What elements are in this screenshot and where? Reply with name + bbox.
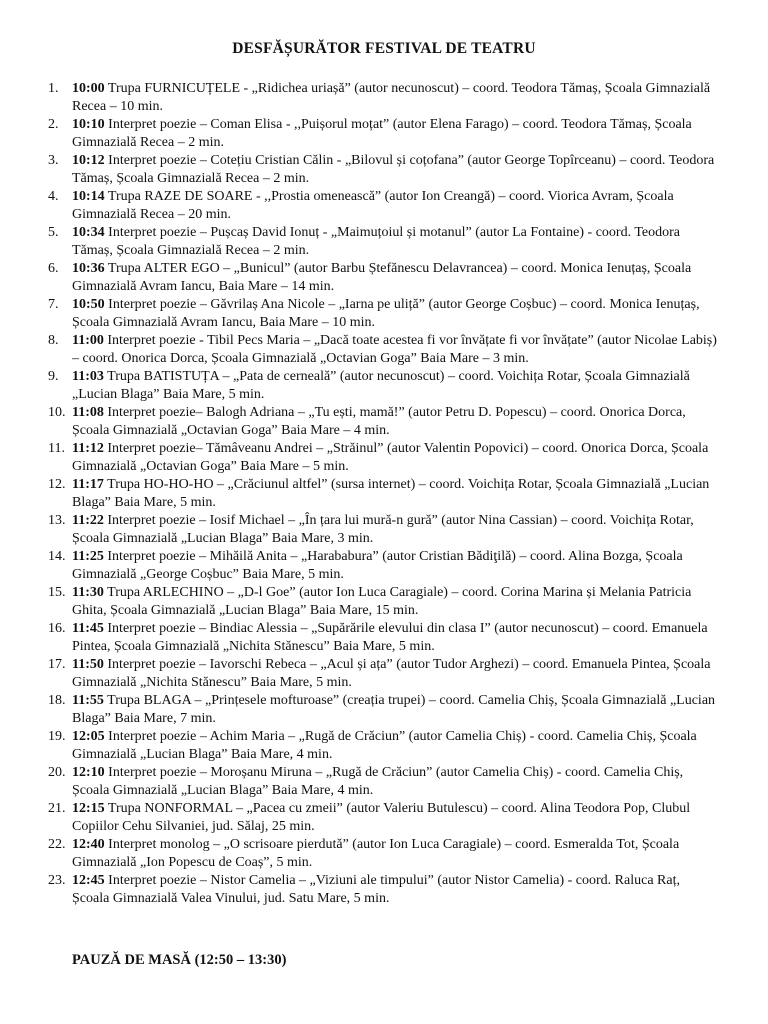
item-text — [72, 728, 720, 764]
item-text — [72, 764, 720, 800]
item-time: 11:30 — [72, 585, 104, 600]
item-number: 5. — [48, 225, 59, 240]
program-item — [20, 296, 720, 332]
item-number: 13. — [48, 513, 66, 528]
item-text — [72, 872, 720, 908]
item-description: Trupa NONFORMAL – „Pacea cu zmeii” (autor Valeriu Butulescu) – coord. Alina Teodora Pop, Clubul Copiilor Cehu Silvaniei, jud. Sălaj, 25 min. — [72, 801, 691, 834]
program-item — [20, 872, 720, 908]
item-description: Interpret poezie – Pușcaș David Ionuț - „Maimuțoiul și motanul” (autor La Fontaine) - coord. Teodora Tămaș, Școala Gimnazială Recea – 2 min. — [72, 225, 680, 258]
item-description: Interpret poezie – Bindiac Alessia – „Supărările elevului din clasa I” (autor necunoscut) – coord. Emanuela Pintea, Școala Gimnazială „Nichita Stănescu” Baia Mare, 5 min. — [72, 621, 708, 654]
item-number: 14. — [48, 549, 66, 564]
item-number: 12. — [48, 477, 66, 492]
item-number: 15. — [48, 585, 66, 600]
program-item — [20, 224, 720, 260]
program-item — [20, 512, 720, 548]
item-time: 12:05 — [72, 729, 105, 744]
item-text — [72, 332, 720, 368]
item-number: 10. — [48, 405, 66, 420]
program-item — [20, 116, 720, 152]
item-time: 12:45 — [72, 873, 105, 888]
item-time: 11:22 — [72, 513, 104, 528]
item-text — [72, 512, 720, 548]
program-item — [20, 656, 720, 692]
item-text — [72, 836, 720, 872]
item-time: 11:03 — [72, 369, 104, 384]
item-text — [72, 620, 720, 656]
item-time: 11:50 — [72, 657, 104, 672]
item-number: 7. — [48, 297, 59, 312]
item-text — [72, 152, 720, 188]
item-time: 10:36 — [72, 261, 105, 276]
item-text — [72, 476, 720, 512]
item-number: 8. — [48, 333, 59, 348]
item-description: Interpret poezie – Nistor Camelia – „Viziuni ale timpului” (autor Nistor Camelia) - coord. Raluca Raț, Școala Gimnazială Valea Vinului, jud. Satu Mare, 5 min. — [72, 873, 680, 906]
item-text — [72, 188, 720, 224]
program-item — [20, 188, 720, 224]
item-description: Trupa BLAGA – „Prințesele mofturoase” (creația trupei) – coord. Camelia Chiș, Școala Gimnazială „Lucian Blaga” Baia Mare, 7 min. — [72, 693, 716, 726]
item-number: 18. — [48, 693, 66, 708]
item-time: 11:08 — [72, 405, 104, 420]
item-text — [72, 440, 720, 476]
item-text — [72, 116, 720, 152]
item-description: Interpret poezie – Coman Elisa - ,,Puișorul moțat” (autor Elena Farago) – coord. Teodora Tămaș, Școala Gimnazială Recea – 2 min. — [72, 117, 692, 150]
program-item — [20, 80, 720, 116]
program-item — [20, 620, 720, 656]
program-item — [20, 404, 720, 440]
item-description: Interpret poezie – Moroșanu Miruna – „Rugă de Crăciun” (autor Camelia Chiș) - coord. Camelia Chiș, Școala Gimnazială „Lucian Blaga” Baia Mare, 4 min. — [72, 765, 684, 798]
item-description: Trupa ARLECHINO – „D-l Goe” (autor Ion Luca Caragiale) – coord. Corina Marina și Melania Patricia Ghita, Școala Gimnazială „Lucian Blaga” Baia Mare, 15 min. — [72, 585, 692, 618]
item-number: 2. — [48, 117, 59, 132]
item-time: 10:00 — [72, 81, 105, 96]
item-number: 20. — [48, 765, 66, 780]
item-description: Interpret monolog – „O scrisoare pierdută” (autor Ion Luca Caragiale) – coord. Esmeralda Tot, Școala Gimnazială „Ion Popescu de Coaș”, 5 min. — [72, 837, 680, 870]
item-time: 11:25 — [72, 549, 104, 564]
program-item — [20, 548, 720, 584]
item-text — [72, 800, 720, 836]
program-item — [20, 332, 720, 368]
item-description: Interpret poezie – Achim Maria – „Rugă de Crăciun” (autor Camelia Chiș) - coord. Camelia Chiș, Școala Gimnazială „Lucian Blaga” Baia Mare, 4 min. — [72, 729, 697, 762]
program-item — [20, 440, 720, 476]
program-item — [20, 800, 720, 836]
item-number: 11. — [48, 441, 65, 456]
item-time: 10:14 — [72, 189, 105, 204]
item-number: 6. — [48, 261, 59, 276]
program-item — [20, 728, 720, 764]
item-time: 11:17 — [72, 477, 104, 492]
item-description: Interpret poezie – Iosif Michael – „În țara lui mură-n gură” (autor Nina Cassian) – coord. Voichița Rotar, Școala Gimnazială „Lucian Blaga” Baia Mare, 3 min. — [72, 513, 694, 546]
item-time: 11:12 — [72, 441, 104, 456]
item-time: 12:15 — [72, 801, 105, 816]
item-text — [72, 368, 720, 404]
program-item — [20, 476, 720, 512]
item-number: 17. — [48, 657, 66, 672]
program-item — [20, 836, 720, 872]
item-description: Trupa RAZE DE SOARE - ,,Prostia omenească” (autor Ion Creangă) – coord. Viorica Avram, Școala Gimnazială Recea – 20 min. — [72, 189, 674, 222]
item-number: 3. — [48, 153, 59, 168]
document-title: DESFĂȘURĂTOR FESTIVAL DE TEATRU — [232, 40, 536, 57]
item-time: 12:10 — [72, 765, 105, 780]
item-description: Interpret poezie– Balogh Adriana – „Tu ești, mamă!” (autor Petru D. Popescu) – coord. Onorica Dorca, Școala Gimnazială „Octavian Goga” Baia Mare – 4 min. — [72, 405, 686, 438]
item-time: 10:10 — [72, 117, 105, 132]
festival-program-list — [20, 80, 720, 908]
item-text — [72, 548, 720, 584]
program-item — [20, 584, 720, 620]
item-text — [72, 584, 720, 620]
item-number: 4. — [48, 189, 59, 204]
item-time: 12:40 — [72, 837, 105, 852]
program-item — [20, 260, 720, 296]
item-number: 19. — [48, 729, 66, 744]
item-description: Interpret poezie - Tibil Pecs Maria – „Dacă toate acestea fi vor învățate fi vor învățate” (autor Nicolae Labiș) – coord. Onorica Dorca, Școala Gimnazială „Octavian Goga” Baia Mare – 3 min. — [72, 333, 717, 366]
item-time: 11:45 — [72, 621, 104, 636]
item-text — [72, 296, 720, 332]
item-description: Trupa HO-HO-HO – „Crăciunul altfel” (sursa internet) – coord. Voichița Rotar, Școala Gimnazială „Lucian Blaga” Baia Mare, 5 min. — [72, 477, 710, 510]
item-text — [72, 656, 720, 692]
item-text — [72, 80, 720, 116]
item-time: 10:12 — [72, 153, 105, 168]
item-number: 16. — [48, 621, 66, 636]
item-time: 10:34 — [72, 225, 105, 240]
item-description: Interpret poezie – Găvrilaș Ana Nicole – „Iarna pe uliță” (autor George Coșbuc) – coord. Monica Ienuțaș, Școala Gimnazială Avram Iancu, Baia Mare – 10 min. — [72, 297, 700, 330]
program-item — [20, 764, 720, 800]
item-description: Interpret poezie – Iavorschi Rebeca – „Acul și ața” (autor Tudor Arghezi) – coord. Emanuela Pintea, Școala Gimnazială „Nichita Stănescu” Baia Mare, 5 min. — [72, 657, 711, 690]
lunch-break-note: PAUZĂ DE MASĂ (12:50 – 13:30) — [72, 952, 287, 968]
item-time: 11:00 — [72, 333, 104, 348]
item-number: 9. — [48, 369, 59, 384]
item-number: 22. — [48, 837, 66, 852]
item-time: 11:55 — [72, 693, 104, 708]
item-text — [72, 404, 720, 440]
item-description: Interpret poezie – Mihăilă Anita – „Harababura” (autor Cristian Bădiţilă) – coord. Alina Bozga, Școala Gimnazială „George Coșbuc” Baia Mare, 5 min. — [72, 549, 683, 582]
item-number: 23. — [48, 873, 66, 888]
item-time: 10:50 — [72, 297, 105, 312]
item-description: Interpret poezie– Tămâveanu Andrei – „Străinul” (autor Valentin Popovici) – coord. Onorica Dorca, Școala Gimnazială „Octavian Goga” Baia Mare – 5 min. — [72, 441, 709, 474]
item-number: 21. — [48, 801, 66, 816]
item-text — [72, 692, 720, 728]
item-description: Interpret poezie – Cotețiu Cristian Călin - „Bilovul și coțofana” (autor George Topîrceanu) – coord. Teodora Tămaș, Școala Gimnazială Recea – 2 min. — [72, 153, 715, 186]
item-description: Trupa BATISTUȚA – „Pata de cerneală” (autor necunoscut) – coord. Voichița Rotar, Școala Gimnazială „Lucian Blaga” Baia Mare, 5 min. — [72, 369, 690, 402]
item-description: Trupa FURNICUȚELE - „Ridichea uriașă” (autor necunoscut) – coord. Teodora Tămaș, Școala Gimnazială Recea – 10 min. — [72, 81, 711, 114]
program-item — [20, 152, 720, 188]
item-description: Trupa ALTER EGO – „Bunicul” (autor Barbu Ștefănescu Delavrancea) – coord. Monica Ienuțaș, Școala Gimnazială Avram Iancu, Baia Mare – 14 min. — [72, 261, 692, 294]
item-text — [72, 260, 720, 296]
item-text — [72, 224, 720, 260]
program-item — [20, 692, 720, 728]
program-item — [20, 368, 720, 404]
item-number: 1. — [48, 81, 59, 96]
